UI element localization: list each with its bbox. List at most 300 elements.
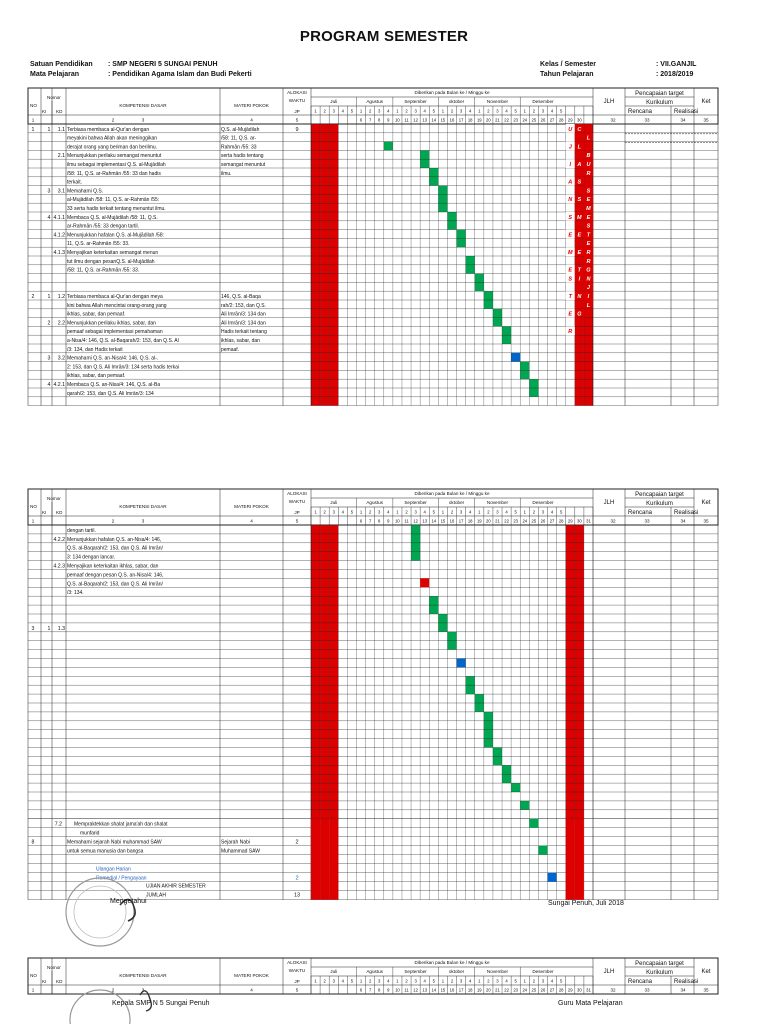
week-number: 18 xyxy=(467,518,473,524)
week-label: 1 xyxy=(523,509,526,515)
month-label: oktober xyxy=(448,500,465,505)
month-label: Desember xyxy=(532,500,554,505)
row-kompetensi: Menunjukkan hafalan Q.S. an-Nisa/4: 146, xyxy=(67,536,162,543)
official-stamp-2 xyxy=(70,987,151,1024)
holiday-band xyxy=(566,525,575,819)
letter-cell: N xyxy=(568,197,573,204)
letter-cell: L xyxy=(586,135,591,142)
letter-cell: U xyxy=(586,162,591,168)
column-number: 1 xyxy=(31,518,35,524)
row-materi: Q.S. al-Mujādilah xyxy=(221,126,260,133)
holiday-band xyxy=(320,525,329,819)
month-label: Agustus xyxy=(366,500,383,505)
row-ki: 3 xyxy=(47,188,51,195)
column-number: 33 xyxy=(644,117,650,123)
week-label: 3 xyxy=(378,108,381,114)
month-label: Juli xyxy=(330,969,338,974)
column-number: 34 xyxy=(680,518,686,524)
row-kd: 3.1 xyxy=(57,188,65,195)
letter-cell: J xyxy=(568,144,572,151)
col-rencana-header: Rencana xyxy=(628,109,653,115)
column-number: 2 xyxy=(111,987,115,993)
week-number: 10 xyxy=(395,987,400,993)
holiday-band xyxy=(575,819,584,900)
week-number: 6 xyxy=(359,117,363,123)
row-jp: 2 xyxy=(295,875,299,882)
week-number: 30 xyxy=(577,518,582,524)
week-label: 5 xyxy=(432,978,435,984)
col-alokasi-header: ALOKASI xyxy=(287,960,307,965)
letter-cell: U xyxy=(568,126,573,133)
week-label: 3 xyxy=(541,978,545,984)
week-number: 22 xyxy=(504,518,509,524)
week-number: 13 xyxy=(422,518,428,524)
week-label: 3 xyxy=(332,509,335,515)
holiday-band xyxy=(575,525,584,819)
row-kd: 4.2.2 xyxy=(53,536,65,543)
column-number: 3 xyxy=(141,117,145,123)
row-kompetensi: Menunjukkan perilaku ikhlas, sabar, dan xyxy=(67,320,156,327)
week-label: 2 xyxy=(532,978,536,984)
table-2 xyxy=(28,489,718,819)
letter-cell: C xyxy=(577,126,582,133)
week-label: 4 xyxy=(423,108,426,114)
week-number: 17 xyxy=(458,117,464,123)
week-label: 1 xyxy=(441,978,445,984)
stamp-ring xyxy=(66,878,134,946)
week-number: 23 xyxy=(513,117,519,123)
week-number: 18 xyxy=(467,987,473,993)
week-number: 13 xyxy=(422,117,428,123)
subject-label: Mata Pelajaran xyxy=(30,71,80,78)
week-label: 3 xyxy=(541,108,545,114)
week-label: 4 xyxy=(341,108,345,114)
week-label: 2 xyxy=(405,509,408,515)
holiday-band xyxy=(329,819,338,900)
week-number: 27 xyxy=(549,987,555,993)
week-label: 3 xyxy=(459,108,463,114)
row-kd: 2.2 xyxy=(57,320,65,327)
col-jp-header: JP xyxy=(294,510,300,515)
week-number: 29 xyxy=(567,987,573,993)
week-number: 19 xyxy=(476,987,482,993)
week-number: 19 xyxy=(476,117,482,123)
week-label: 2 xyxy=(450,108,454,114)
column-number: 4 xyxy=(250,117,253,123)
column-number: 34 xyxy=(680,117,686,123)
month-label: oktober xyxy=(448,99,465,104)
row-kompetensi: Terbiasa membaca al-Qur'an dengan meya xyxy=(67,294,163,300)
holiday-band xyxy=(311,525,320,819)
week-label: 3 xyxy=(378,509,381,515)
week-number: 12 xyxy=(413,518,418,524)
row-kompetensi: tut ilmu dengan pesanQ.S. al-Mujādilah xyxy=(67,258,155,265)
week-number: 11 xyxy=(404,987,409,993)
col-kompetensi-header: KOMPETENSI DASAR xyxy=(119,103,167,108)
week-label: 2 xyxy=(368,509,372,515)
week-number: 14 xyxy=(431,117,437,123)
month-label: November xyxy=(486,969,509,974)
column-number: 33 xyxy=(644,987,650,993)
col-ki-header: KI xyxy=(42,979,47,984)
month-label: Agustus xyxy=(366,99,383,104)
week-label: 1 xyxy=(314,978,317,984)
letter-cell: O xyxy=(358,144,364,151)
week-number: 16 xyxy=(449,117,455,123)
row-kompetensi: 2: 153, dan Q.S. Ali Imrān/3: 134 serta hadis terkai xyxy=(67,364,180,371)
week-label: 2 xyxy=(532,509,536,515)
week-label: 2 xyxy=(368,108,372,114)
row-jp: 2 xyxy=(295,839,299,846)
week-number: 26 xyxy=(540,117,546,123)
school-label: Satuan Pendidikan xyxy=(30,61,93,68)
letter-cell: E xyxy=(586,197,591,204)
row-kompetensi: ikhlas, sabar, dan pemaaf. xyxy=(67,373,126,380)
letter-cell: L xyxy=(586,302,591,309)
week-label: 2 xyxy=(450,978,454,984)
stamp-ring xyxy=(70,987,130,1024)
week-number: 14 xyxy=(431,518,437,524)
week-number: 15 xyxy=(440,117,446,123)
row-kompetensi: Menunjukkan hafalan Q.S. al-Mujādilah /58: xyxy=(67,232,165,239)
week-number: 14 xyxy=(431,987,437,993)
week-number: 13 xyxy=(422,987,428,993)
col-kurikulum-header: Kurikulum xyxy=(646,100,673,106)
row-kompetensi: 33 serta hadis terkait tentang menuntut ilmu. xyxy=(67,206,166,212)
letter-cell: E xyxy=(586,241,591,248)
row-no: 8 xyxy=(31,839,35,846)
week-label: 1 xyxy=(396,509,399,515)
letter-cell: E xyxy=(577,250,582,256)
assessment-cell xyxy=(457,659,466,668)
week-label: 5 xyxy=(514,978,517,984)
week-number: 10 xyxy=(395,518,400,524)
week-number: 17 xyxy=(458,987,464,993)
row-kompetensi: al-Mujādilah /58: 11, Q.S. ar-Rahmān /55: xyxy=(67,197,160,204)
week-label: 2 xyxy=(405,108,408,114)
col-nomor-header: Nomor xyxy=(47,95,61,100)
row-kd: 4.1.2 xyxy=(53,232,65,239)
column-number: 1 xyxy=(31,117,35,123)
letter-cell: T xyxy=(577,267,582,274)
col-diberikan-header: Diberikan pada Bulan ke / Minggu ke xyxy=(414,491,490,496)
week-label: 1 xyxy=(396,978,399,984)
letter-cell: E xyxy=(577,232,582,239)
schedule-cell xyxy=(511,783,520,792)
week-label: 3 xyxy=(414,509,417,515)
week-number: 7 xyxy=(368,518,372,524)
letter-cell: J xyxy=(586,285,590,292)
week-label: 4 xyxy=(387,978,390,984)
column-number: 31 xyxy=(586,518,591,524)
holiday-band xyxy=(320,819,329,900)
year-value: : 2018/2019 xyxy=(656,71,694,78)
subject-value: : Pendidikan Agama Islam dan Budi Pekerti xyxy=(108,71,252,78)
week-label: 3 xyxy=(414,978,417,984)
week-number: 19 xyxy=(476,518,482,524)
week-label: 4 xyxy=(387,509,390,515)
row-materi: Sejarah Nabi xyxy=(221,839,250,846)
row-kompetensi: Memahami Q.S. xyxy=(67,188,104,195)
letter-cell: M xyxy=(577,214,582,221)
week-label: 1 xyxy=(396,108,399,114)
week-label: 3 xyxy=(541,509,545,515)
schedule-cell xyxy=(384,142,393,151)
col-pencapaian-header: Pencapaian target xyxy=(635,492,684,498)
col-diberikan-header: Diberikan pada Bulan ke / Minggu ke xyxy=(414,960,490,965)
guru-label: Guru Mata Pelajaran xyxy=(558,1000,623,1007)
row-kompetensi: /3: 134, dan Hadis terkait xyxy=(67,346,123,353)
week-label: 3 xyxy=(459,509,463,515)
letter-cell: I xyxy=(578,276,581,283)
column-number: 35 xyxy=(703,117,709,123)
row-kompetensi: Membaca Q.S. al-Mujādilah /58: 11, Q.S. xyxy=(67,214,158,221)
week-label: 5 xyxy=(559,108,563,114)
col-ket-header: Ket xyxy=(701,99,711,105)
column-number: 2 xyxy=(111,117,115,123)
letter-cell: I xyxy=(569,162,572,168)
letter-cell: G xyxy=(586,267,591,274)
week-label: 2 xyxy=(450,509,454,515)
month-label: Agustus xyxy=(366,969,383,974)
row-ki: 1 xyxy=(47,625,51,632)
week-number: 7 xyxy=(368,117,372,123)
place-date: Sungai Penuh, Juli 2018 xyxy=(548,900,624,907)
week-label: 4 xyxy=(387,108,390,114)
week-label: 1 xyxy=(359,108,363,114)
letter-cell: M xyxy=(567,250,573,256)
row-kd: 4.1.3 xyxy=(53,250,65,256)
row-materi: Rahmān /55: 33 xyxy=(221,144,257,151)
col-ki-header: KI xyxy=(42,109,47,114)
column-number: 5 xyxy=(295,987,299,993)
row-materi: /58: 11, Q.S. ar- xyxy=(221,135,257,142)
page-title: PROGRAM SEMESTER xyxy=(299,28,469,45)
week-number: 28 xyxy=(558,518,564,524)
row-kompetensi: Terbiasa membaca al-Qur'an dengan xyxy=(67,126,150,133)
official-stamp xyxy=(66,878,135,946)
week-label: 4 xyxy=(550,978,554,984)
row-kompetensi: qarah/2: 153, dan Q.S. Ali Imrān/3: 134 xyxy=(67,390,154,397)
holiday-band xyxy=(329,525,338,819)
week-label: 1 xyxy=(441,108,445,114)
week-label: 5 xyxy=(514,108,517,114)
week-number: 24 xyxy=(522,987,528,993)
week-label: 4 xyxy=(505,978,508,984)
column-number: 2 xyxy=(111,518,115,524)
week-number: 25 xyxy=(531,518,537,524)
row-materi: pemaaf. xyxy=(221,346,240,353)
week-number: 7 xyxy=(368,987,372,993)
row-materi: serta hadis tentang xyxy=(221,153,264,160)
col-no-header: NO xyxy=(30,973,37,978)
assessment-cell xyxy=(511,353,520,362)
row-kompetensi: Q.S. al-Baqarah/2: 153, dan Q.S. Ali Imrān/ xyxy=(67,581,163,588)
week-number: 16 xyxy=(449,518,455,524)
week-label: 3 xyxy=(378,978,381,984)
schedule-cell xyxy=(538,846,547,855)
week-number: 18 xyxy=(467,117,473,123)
row-ki: 3 xyxy=(47,355,51,362)
row-jumlah: JUMLAH xyxy=(146,892,167,899)
class-label: Kelas / Semester xyxy=(540,61,597,68)
month-label: September xyxy=(404,99,427,104)
row-materi: ikhlas, sabar, dan xyxy=(221,338,260,344)
row-kompetensi: 11, Q.S. ar-Rahmān /55: 33. xyxy=(67,241,130,248)
col-materi-header: MATERI POKOK xyxy=(234,504,269,509)
stamp-ring xyxy=(74,886,126,938)
col-waktu-header: WAKTU xyxy=(288,98,306,103)
letter-cell: M xyxy=(358,126,364,133)
week-number: 17 xyxy=(458,518,464,524)
week-label: 3 xyxy=(332,108,335,114)
week-number: 20 xyxy=(486,117,491,123)
row-jp: 13 xyxy=(293,892,301,899)
week-label: 4 xyxy=(505,509,508,515)
week-label: 1 xyxy=(478,509,481,515)
week-label: 1 xyxy=(359,978,363,984)
letter-cell: T xyxy=(586,232,591,239)
row-kompetensi: Membaca Q.S. an-Nisa/4: 146, Q.S. al-Ba xyxy=(67,382,161,388)
letter-cell: S xyxy=(577,197,582,204)
week-number: 23 xyxy=(513,987,519,993)
week-number: 24 xyxy=(522,117,528,123)
row-ki: 1 xyxy=(47,126,51,133)
table-2-extra xyxy=(28,819,718,900)
letter-cell: S xyxy=(359,162,363,168)
week-label: 2 xyxy=(405,978,408,984)
row-kompetensi: /3: 134. xyxy=(67,590,84,597)
week-number: 10 xyxy=(395,117,400,123)
week-label: 4 xyxy=(469,108,472,114)
row-kd: 7.2 xyxy=(54,821,62,828)
month-label: Desember xyxy=(532,99,554,104)
kepala-label: Kepala SMP N 5 Sungai Penuh xyxy=(112,1000,210,1007)
row-kompetensi: Mempraktekkan shalat jama'ah dan shalat xyxy=(74,821,168,828)
week-label: 3 xyxy=(496,978,499,984)
col-ki-header: KI xyxy=(42,510,47,515)
letter-cell: B xyxy=(586,153,591,160)
letter-cell: E xyxy=(568,232,573,239)
week-label: 5 xyxy=(432,509,435,515)
col-materi-header: MATERI POKOK xyxy=(234,103,269,108)
column-number: 4 xyxy=(250,518,253,524)
row-ki: 1 xyxy=(47,294,51,300)
column-number: 5 xyxy=(295,117,299,123)
col-realisasi-header: Realisasi xyxy=(674,510,699,516)
month-label: Juli xyxy=(330,500,338,505)
letter-cell: R xyxy=(568,329,573,336)
week-number: 11 xyxy=(404,117,409,123)
row-no: 3 xyxy=(31,625,35,632)
school-value: : SMP NEGERI 5 SUNGAI PENUH xyxy=(108,61,218,68)
month-label: November xyxy=(486,99,509,104)
row-uas: UJIAN AKHIR SEMESTER xyxy=(146,883,206,890)
class-value: : VII.GANJIL xyxy=(656,61,697,68)
letter-cell: A xyxy=(577,162,582,168)
row-materi: Muhammad SAW xyxy=(221,848,260,855)
letter-cell: R xyxy=(586,258,591,265)
week-label: 3 xyxy=(414,108,417,114)
week-label: 1 xyxy=(478,978,481,984)
column-number: 3 xyxy=(141,518,145,524)
row-materi: Ali Imrān/3: 134 dan xyxy=(221,311,266,318)
schedule-cell xyxy=(520,801,529,810)
col-waktu-header: WAKTU xyxy=(288,499,306,504)
week-number: 24 xyxy=(522,518,528,524)
row-kompetensi: munfarid xyxy=(80,830,100,837)
week-number: 27 xyxy=(549,518,555,524)
week-number: 9 xyxy=(387,117,390,123)
week-label: 4 xyxy=(505,108,508,114)
row-kompetensi: ar-Rahmān /55: 33 dengan tartil. xyxy=(67,223,139,230)
col-jlh-header: JLH xyxy=(603,99,615,105)
week-label: 1 xyxy=(359,509,363,515)
week-number: 6 xyxy=(359,518,363,524)
row-kompetensi: /58: 11, Q.S. ar-Rahmān /55: 33. xyxy=(67,267,140,274)
column-number: 32 xyxy=(610,518,616,524)
week-number: 21 xyxy=(495,987,500,993)
week-number: 8 xyxy=(378,987,381,993)
week-label: 5 xyxy=(350,509,354,515)
week-number: 8 xyxy=(378,518,381,524)
week-label: 3 xyxy=(332,978,335,984)
letter-cell: E xyxy=(568,311,573,318)
row-no: 1 xyxy=(31,126,35,133)
letter-cell: S xyxy=(568,276,573,283)
row-materi: rah/2: 153, dan Q.S. xyxy=(221,302,267,309)
letter-cell: T xyxy=(568,294,572,300)
month-label: Juli xyxy=(330,99,338,104)
week-number: 30 xyxy=(577,987,582,993)
row-kompetensi: meyakini bahwa Allah akan meninggikan xyxy=(67,135,158,142)
assessment-cell xyxy=(548,873,557,882)
week-number: 26 xyxy=(540,987,546,993)
week-label: 5 xyxy=(350,108,354,114)
column-number: 35 xyxy=(703,518,709,524)
week-number: 12 xyxy=(413,987,418,993)
row-ki: 2 xyxy=(47,320,51,327)
week-label: 3 xyxy=(459,978,463,984)
week-label: 5 xyxy=(350,978,354,984)
letter-cell: S xyxy=(568,214,573,221)
week-label: 4 xyxy=(469,509,472,515)
col-ket-header: Ket xyxy=(701,969,711,975)
row-kompetensi: Q.S. al-Baqarah/2: 153, dan Q.S. Ali Imrān/ xyxy=(67,545,163,552)
week-number: 11 xyxy=(404,518,409,524)
row-materi: Ali Imrān/3: 134 dan xyxy=(221,320,266,327)
row-materi: semangat menuntut xyxy=(221,162,266,168)
week-number: 20 xyxy=(486,518,491,524)
row-kd: 1.1 xyxy=(57,126,65,133)
week-label: 2 xyxy=(487,978,490,984)
week-number: 9 xyxy=(387,518,390,524)
week-number: 21 xyxy=(495,117,500,123)
week-number: 6 xyxy=(359,987,363,993)
letter-cell: S xyxy=(577,179,582,186)
col-kd-header: KD xyxy=(56,979,63,984)
letter-cell: G xyxy=(577,311,582,318)
week-label: 2 xyxy=(487,509,490,515)
month-label: September xyxy=(404,500,427,505)
col-realisasi-header: Realisasi xyxy=(674,109,699,115)
col-jp-header: JP xyxy=(294,109,300,114)
row-ulangan: Ulangan Harian xyxy=(96,866,131,873)
row-kompetensi: untuk semua manusia dan bangsa xyxy=(67,848,144,855)
month-label: oktober xyxy=(448,969,465,974)
week-number: 26 xyxy=(540,518,546,524)
week-label: 2 xyxy=(323,509,326,515)
